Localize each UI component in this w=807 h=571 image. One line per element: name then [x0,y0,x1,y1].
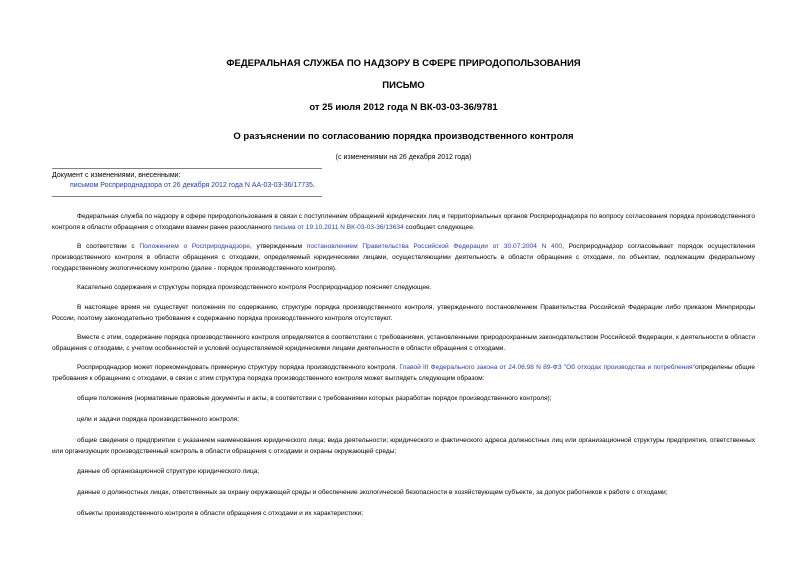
doc-type-heading: ПИСЬМО [382,80,425,91]
paragraph-text: , утвержденным [249,243,307,250]
paragraph-text: определены общие требования к обращению с отходами, в связи с этим структура порядка производственного контроля может выглядеть следующим образом: [52,364,755,382]
agency-heading: ФЕДЕРАЛЬНАЯ СЛУЖБА ПО НАДЗОРУ В СФЕРЕ ПРИРОДОПОЛЬЗОВАНИЯ [226,58,581,69]
date-number-heading: от 25 июля 2012 года N ВК-03-03-36/9781 [309,102,498,113]
list-item: общие положения (нормативные правовые документы и акты, в соответствии с требованиями которых разработан порядок производственного контроля); [77,395,552,402]
note-bottom-divider [52,196,322,197]
amendments-note: (с изменениями на 26 декабря 2012 года) [335,154,472,161]
changes-note-label: Документ с изменениями, внесенными: [52,172,181,179]
changes-note-link-line [70,182,315,189]
list-item: данные о должностных лицах, ответственных за охрану окружающей среды и обеспечение экологической безопасности в хозяйствующем субъекте, за допуск работников к работе с отходами; [77,489,668,496]
paragraph-text: Федеральная служба по надзору в сфере природопользования в связи с поступлением обращений юридических лиц и территориальных органов Росприроднадзора по вопросу согласования порядка производственного контроля в области обращения с отходами взамен ранее разосланного [52,213,755,231]
list-item: общие сведения о предприятии с указанием наименования юридического лица; вида деятельности; юридического и фактического адреса должностных лиц или организационной структуры предприятия, ответственных или организующих производственный контроль в области обращения с отходами и охраны окружающей среды; [52,437,755,455]
document-title: О разъяснении по согласованию порядка производственного контроля [233,131,574,142]
paragraph-text: В соответствии с [77,243,140,250]
regulation-link[interactable]: Положением о Росприроднадзоре [139,243,250,250]
government-resolution-link[interactable]: постановлением Правительства Российской Федерации от 30.07.2004 N 400 [306,243,563,250]
paragraph-intro [52,211,755,233]
changes-note-period: . [312,182,315,189]
list-item: данные об организационной структуре юридического лица; [77,468,260,475]
list-item: объекты производственного контроля в области обращения с отходами и их характеристики; [77,510,364,517]
paragraph-content: Вместе с этим, содержание порядка производственного контроля определяется в соответствии с требованиями, установленными природоохранным законодательством Российской Федерации, к деятельности в области обращения с отходами, с учетом особенностей и условий осуществляемой юридическими лицами деятельности в области обращения с отходами. [52,334,755,352]
previous-letter-link[interactable]: письма от 19.10.2011 N ВК-03-03-36/13634 [273,224,404,231]
paragraph-text: , Росприроднадзор согласовывает порядок осуществления производственного контроля в области обращения с отходами, определяемый юридическими лицами, осуществляющими деятельность в области обращения с отходами, по объектам, подлежащим федеральному государственному экологическому контролю (далее - порядок производственного контроля). [52,243,755,272]
amending-letter-link[interactable]: письмом Росприроднадзора от 26 декабря 2012 года N АА-03-03-36/17735 [70,182,313,189]
federal-law-link[interactable]: Главой III Федерального закона от 24.06.98 N 89-ФЗ "Об отходах производства и потребления" [399,364,695,371]
list-item: цели и задачи порядка производственного контроля; [77,416,240,423]
paragraph-text: Росприроднадзор может порекомендовать примерную структуру порядка производственного контроля. [77,364,400,371]
paragraph-explanation: Касательно содержания и структуры порядка производственного контроля Росприроднадзор поясняет следующее. [77,284,432,291]
note-top-divider [52,168,322,169]
paragraph-structure [52,362,755,384]
paragraph-text: сообщает следующее. [403,224,475,231]
paragraph-no-regulation: В настоящее время не существует положения по содержанию, структуре порядка производственного контроля, утвержденного постановлением Правительства Российской Федерации либо приказом Минприроды России, поэтому законодательно требования к содержанию порядка производственного контроля отсутствуют. [52,304,755,322]
paragraph-regulation [52,241,755,274]
